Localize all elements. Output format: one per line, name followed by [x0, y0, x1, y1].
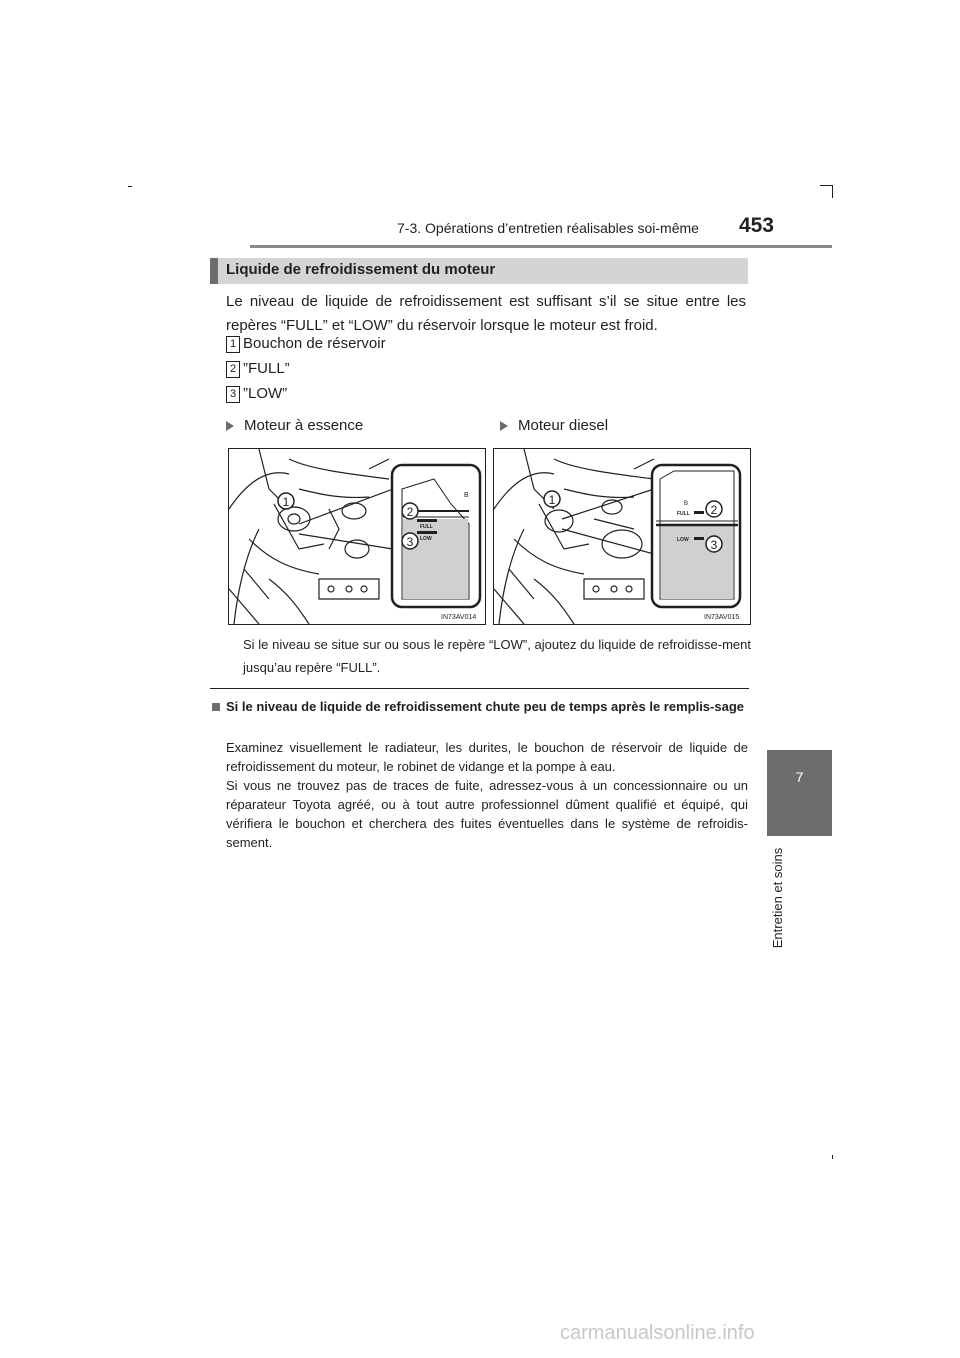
callout-number: 1	[226, 336, 240, 353]
header-rule	[250, 245, 832, 248]
low-mark-label: LOW	[420, 536, 432, 542]
engine-illustration-petrol	[228, 448, 486, 625]
marker-3: 3	[710, 538, 718, 552]
triangle-bullet-icon	[226, 421, 234, 431]
engine-illustration-diesel	[493, 448, 751, 625]
triangle-bullet-icon	[500, 421, 508, 431]
marker-3: 3	[406, 535, 414, 549]
full-mark-label: FULL	[677, 511, 690, 517]
callout-number: 2	[226, 361, 240, 378]
note-title: Si le niveau de liquide de refroidissement chute peu de temps après le remplis-sage	[226, 699, 745, 714]
marker-1: 1	[282, 495, 290, 509]
callout-number: 3	[226, 386, 240, 403]
figure-code: IN73AV014	[441, 614, 477, 621]
callout-text: ”FULL”	[243, 360, 290, 377]
figure-caption: Si le niveau se situe sur ou sous le repère “LOW”, ajoutez du liquide de refroidisse-ment jusqu’au repère “FULL”.	[243, 637, 751, 675]
crop-mark	[832, 1155, 833, 1159]
engine-drawing	[494, 449, 750, 624]
low-mark-label: LOW	[677, 537, 689, 543]
full-mark-label: FULL	[420, 524, 433, 530]
watermark: carmanualsonline.info	[560, 1322, 755, 1344]
chapter-tab-number: 7	[795, 769, 804, 785]
crop-mark	[832, 185, 833, 198]
intro-paragraph: Le niveau de liquide de refroidissement est suffisant s’il se situe entre les repères “FULL” et “LOW” du réservoir lorsque le moteur est froid.	[226, 293, 746, 334]
section-title: Liquide de refroidissement du moteur	[226, 261, 496, 278]
note-paragraph: Examinez visuellement le radiateur, les durites, le bouchon de réservoir de liquide de refroidissement du moteur, le robinet de vidange et la pompe à eau.	[226, 740, 748, 774]
variant-label-petrol	[226, 417, 363, 434]
marker-2: 2	[710, 503, 718, 517]
chapter-title: 7-3. Opérations d’entretien réalisables soi-même	[397, 220, 699, 236]
note-body	[226, 738, 748, 852]
page-number: 453	[738, 214, 774, 237]
crop-mark	[128, 186, 132, 187]
chapter-tab-label-text: Entretien et soins	[770, 847, 785, 949]
engine-drawing	[229, 449, 485, 624]
marker-2: 2	[406, 505, 414, 519]
variant-label-diesel	[500, 417, 608, 434]
section-heading-accent	[210, 258, 218, 284]
variant-label-text: Moteur à essence	[244, 417, 364, 434]
callout-text: ”LOW”	[243, 385, 288, 402]
chapter-tab	[767, 750, 832, 836]
chapter-tab-label	[770, 838, 800, 958]
section-divider	[210, 688, 749, 689]
figure-code: IN73AV015	[704, 614, 740, 621]
variant-label-text: Moteur diesel	[518, 417, 609, 434]
reservoir-mark: B	[684, 501, 689, 507]
marker-1: 1	[548, 493, 556, 507]
note-paragraph: Si vous ne trouvez pas de traces de fuite, adressez-vous à un concessionnaire ou un réparateur Toyota agréé, ou à tout autre professionnel dûment qualifié et équipé, qui vérifiera le bouchon et cherchera des fuites éventuelles dans le système de refroidis-sement.	[226, 778, 748, 850]
reservoir-mark: B	[464, 492, 469, 499]
callout-text: Bouchon de réservoir	[243, 335, 386, 352]
square-bullet-icon	[212, 703, 220, 711]
